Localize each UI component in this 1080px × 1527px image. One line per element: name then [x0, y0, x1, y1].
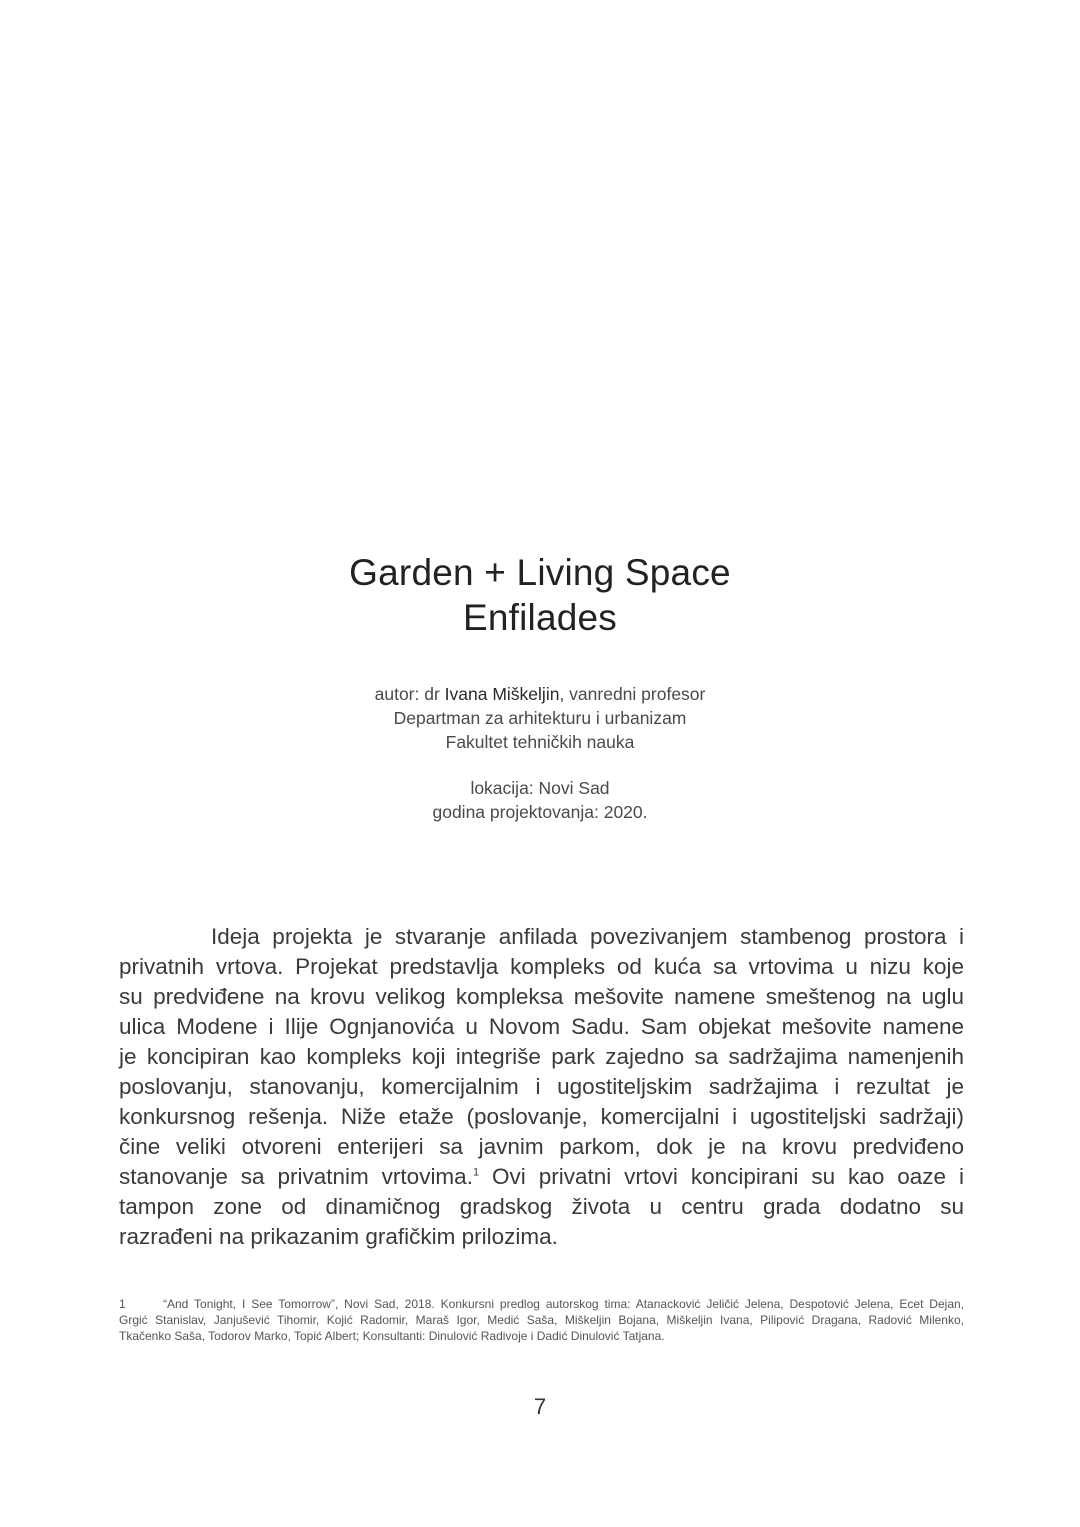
body-line-7: konkursnog rešenja. Niže etaže (poslovanje, komercijalni i ugostiteljski sadržaji): [119, 1104, 964, 1129]
body-line-11: razrađeni na prikazanim grafičkim prilozima.: [119, 1224, 558, 1249]
author-prefix: autor: dr: [374, 684, 445, 704]
footnote-number: 1: [119, 1297, 126, 1311]
meta-spacer: [0, 754, 1080, 776]
page-number: 7: [533, 1394, 547, 1419]
body-line-6: poslovanju, stanovanju, komercijalnim i ugostiteljskim sadržajima i rezultat je: [119, 1074, 964, 1099]
footnote-line-1-text: “And Tonight, I See Tomorrow”, Novi Sad, 2018. Konkursni predlog autorskog tima: Atanacković Jeličić Jelena, Despotović Jelena, Ecet Dejan,: [163, 1297, 964, 1311]
document-title: [0, 550, 1080, 640]
footnote: [119, 1296, 964, 1344]
body-line-9: [119, 1162, 964, 1192]
body-line-1: [119, 922, 964, 952]
body-line-1-text: Ideja projekta je stvaranje anfilada povezivanjem stambenog prostora i: [211, 924, 964, 949]
body-line-10: tampon zone od dinamičnog gradskog života u centru grada dodatno su: [119, 1194, 964, 1219]
faculty-line: Fakultet tehničkih nauka: [445, 732, 635, 752]
body-line-3: su predviđene na krovu velikog kompleksa mešovite namene smeštenog na uglu: [119, 984, 964, 1009]
footnote-line-2: Grgić Stanislav, Janjušević Tihomir, Kojić Radomir, Maraš Igor, Medić Saša, Miškeljin Bojana, Miškeljin Ivana, Pilipović Dragana, Radović Milenko,: [119, 1313, 964, 1327]
footnote-line-3: Tkačenko Saša, Todorov Marko, Topić Albert; Konsultanti: Dinulović Radivoje i Dadić Dinulović Tatjana.: [119, 1329, 665, 1343]
author-suffix: , vanredni profesor: [559, 684, 706, 704]
body-line-2: privatnih vrtova. Projekat predstavlja kompleks od kuća sa vrtovima u nizu koje: [119, 954, 964, 979]
year-line: godina projektovanja: 2020.: [432, 802, 648, 822]
body-line-9-cont: Ovi privatni vrtovi koncipirani su kao oaze i: [479, 1164, 964, 1189]
body-paragraph: [119, 922, 964, 1252]
body-line-4: ulica Modene i Ilije Ognjanovića u Novom Sadu. Sam objekat mešovite namene: [119, 1014, 964, 1039]
project-meta: [0, 682, 1080, 824]
department-line: Departman za arhitekturu i urbanizam: [393, 708, 687, 728]
title-line-2: Enfilades: [462, 597, 617, 638]
footnote-line-1: [119, 1296, 964, 1312]
body-line-5: je koncipiran kao kompleks koji integriše park zajedno sa sadržajima namenjenih: [119, 1044, 964, 1069]
author-name: Ivana Miškeljin: [444, 684, 560, 704]
body-line-8: čine veliki otvoreni enterijeri sa javnim parkom, dok je na krovu predviđeno: [119, 1134, 964, 1159]
author-line: [0, 682, 1080, 706]
title-line-1: Garden + Living Space: [349, 552, 731, 593]
location-line: lokacija: Novi Sad: [470, 778, 610, 798]
body-line-9-text: stanovanje sa privatnim vrtovima.: [119, 1164, 473, 1189]
footnote-reference[interactable]: 1: [472, 1166, 480, 1179]
